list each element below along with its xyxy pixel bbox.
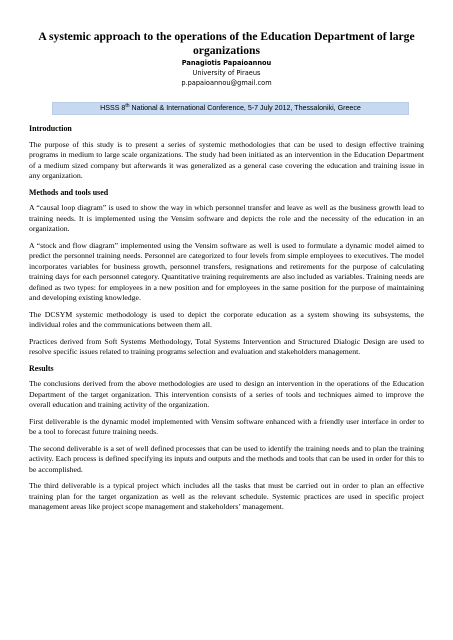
- paper-title: A systemic approach to the operations of the Education Department of large organizations: [38, 30, 415, 57]
- paragraph: The second deliverable is a set of well defined processes that can be used to identify the training needs and to plan the training activity. Each process is defined specifying its inputs and outputs and the methods and tools that can be used in order for this to be accomplished.: [29, 443, 424, 474]
- paragraph: First deliverable is the dynamic model implemented with Vensim software enhanced with a friendly user interface in order to be a tool to forecast future training needs.: [29, 416, 424, 436]
- paragraph: The DCSYM systemic methodology is used to depict the corporate education as a system showing its subsystems, the individual roles and the communications between them all.: [29, 309, 424, 329]
- conference-banner: [52, 102, 409, 115]
- section-heading-methods: Methods and tools used: [29, 187, 109, 197]
- author-name: Panagiotis Papaioannou: [181, 59, 272, 67]
- paper-body: [29, 124, 424, 519]
- conference-prefix: HSSS 8: [100, 104, 126, 112]
- paragraph: Practices derived from Soft Systems Methodology, Total Systems Intervention and Structured Dialogic Design are used to resolve specific issues related to training programs selection and evaluation and stakeholders management.: [29, 336, 424, 356]
- paragraph: A “causal loop diagram” is used to show the way in which personnel transfer and leave as well as the business growth lead to training needs. It is implemented using the Vensim software and depicts the role and the necessity of the education in an organization.: [29, 203, 424, 233]
- section-heading-introduction: Introduction: [29, 124, 72, 133]
- author-affiliation: University of Piraeus: [192, 68, 261, 77]
- paragraph: A “stock and flow diagram” implemented using the Vensim software as well is used to formulate a dynamic model aimed to predict the personnel training needs. Personnel are categorized to four levels from simple employees to executives. The model incorporates variables for business growth, personnel transfers, resignations and retirements for the purpose of calculating training days for each personnel category. Quantitative training requirements are also included as variables. Training needs are defined as two types: for employees in a new position and for employees in the same position for the purpose of maintaining and developing existing knowledge.: [29, 240, 424, 302]
- author-block: [30, 59, 423, 88]
- conference-details: National & International Conference, 5-7 July 2012, Thessaloniki, Greece: [129, 104, 361, 112]
- conference-ordinal-suffix: th: [125, 103, 130, 109]
- author-email: p.papaioannou@gmail.com: [181, 78, 272, 87]
- paragraph: The conclusions derived from the above methodologies are used to design an intervention in the operations of the Education Department of the target organization. This intervention consists of a series of tools and techniques aimed to improve the overall education and training activity of the organization.: [29, 379, 424, 409]
- paragraph: The purpose of this study is to present a series of systemic methodologies that can be used to design effective training programs in medium to large scale organizations. The study had been initiated as an intervention in the Education Department of a medium sized company but afterwards it was generalized as a general case covering the education and training issue in any organization.: [29, 139, 424, 180]
- section-heading-results: Results: [29, 363, 54, 373]
- paragraph: The third deliverable is a typical project which includes all the tasks that must be carried out in order to plan an effective training plan for the target organization as well as the relevant schedule. Systemic practices are used in specific project management areas like project scope management and stakeholders’ management.: [29, 481, 424, 511]
